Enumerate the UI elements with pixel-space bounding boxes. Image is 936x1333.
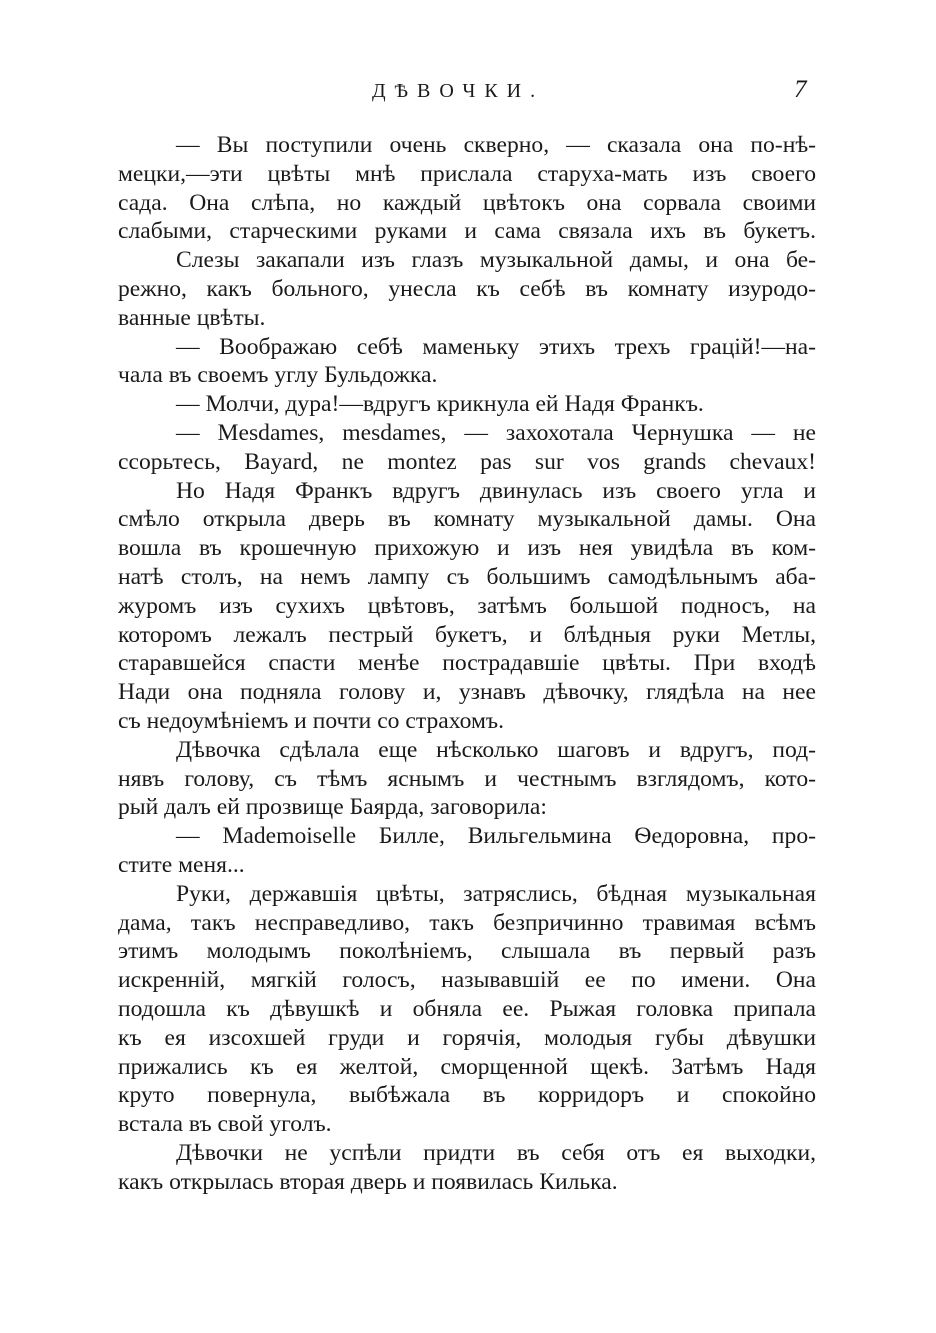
paragraph-2	[118, 246, 816, 332]
paragraph-1	[118, 131, 816, 246]
running-head-title: ДѢВОЧКИ.	[372, 80, 545, 102]
text-line: прижались къ ея желтой, сморщенной щекѣ. Затѣмъ Надя	[118, 1053, 816, 1080]
text-line: искренній, мягкій голосъ, называвшій ее по имени. Она	[118, 967, 816, 994]
text-line: ссорьтесь, Bayard, ne montez pas sur vos grands chevaux!	[118, 448, 816, 475]
text-line: этимъ молодымъ поколѣніемъ, слышала въ первый разъ	[118, 938, 816, 965]
text-line: Но Надя Франкъ вдругъ двинулась изъ своего угла и	[176, 477, 816, 504]
text-line: стите меня...	[118, 851, 245, 878]
text-line: старавшейся спасти менѣе пострадавшіе цвѣты. При входѣ	[118, 650, 816, 677]
paragraph-3	[118, 333, 816, 391]
text-line: съ недоумѣніемъ и почти со страхомъ.	[118, 707, 504, 734]
text-line: чала въ своемъ углу Бульдожка.	[118, 362, 438, 389]
text-line: дама, такъ несправедливо, такъ безпричинно травимая всѣмъ	[118, 909, 816, 936]
text-line: — Mesdames, mesdames, — захохотала Чернушка — не	[176, 419, 816, 446]
text-line: журомъ изъ сухихъ цвѣтовъ, затѣмъ большой подносъ, на	[118, 592, 816, 619]
text-line: вошла въ крошечную прихожую и изъ нея увидѣла въ ком-	[118, 535, 816, 562]
text-line: рый далъ ей прозвище Баярда, заговорила:	[118, 794, 547, 821]
text-line: сада. Она слѣпа, но каждый цвѣтокъ она сорвала своими	[118, 189, 816, 216]
text-line: какъ открылась вторая дверь и появилась Килька.	[118, 1168, 618, 1195]
text-line: Нади она подняла голову и, узнавъ дѣвочку, глядѣла на нее	[118, 679, 816, 706]
text-line: — Mademoiselle Билле, Вильгельмина Ѳедоровна, про-	[176, 823, 816, 850]
text-line: Дѣвочка сдѣлала еще нѣсколько шаговъ и вдругъ, под-	[176, 736, 816, 763]
text-line: круто повернула, выбѣжала въ корридоръ и спокойно	[118, 1082, 816, 1109]
text-line: къ ея изсохшей груди и горячія, молодыя губы дѣвушки	[118, 1024, 816, 1051]
text-line: смѣло открыла дверь въ комнату музыкальной дамы. Она	[118, 506, 816, 533]
paragraph-10	[118, 1139, 816, 1197]
paragraph-5	[118, 419, 816, 477]
text-line: натѣ столъ, на немъ лампу съ большимъ самодѣльнымъ аба-	[118, 563, 816, 590]
paragraph-8	[118, 822, 816, 880]
text-line: ванные цвѣты.	[118, 304, 266, 331]
text-line: Дѣвочки не успѣли придти въ себя отъ ея выходки,	[176, 1139, 816, 1166]
text-line: Руки, державшія цвѣты, затряслись, бѣдная музыкальная	[176, 880, 816, 907]
text-line: встала въ свой уголъ.	[118, 1111, 332, 1138]
paragraph-6	[118, 477, 816, 736]
text-line: — Молчи, дура!—вдругъ крикнула ей Надя Франкъ.	[176, 391, 704, 418]
paragraph-9	[118, 880, 816, 1139]
text-line: слабыми, старческими руками и сама связала ихъ въ букетъ.	[118, 218, 816, 245]
text-line: — Воображаю себѣ маменьку этихъ трехъ грацій!—на-	[176, 333, 816, 360]
text-line: которомъ лежалъ пестрый букетъ, и блѣдныя руки Метлы,	[118, 621, 816, 648]
paragraph-7	[118, 736, 816, 822]
page-number: 7	[794, 76, 807, 103]
paragraph-4	[118, 390, 816, 419]
text-line: подошла къ дѣвушкѣ и обняла ее. Рыжая головка припала	[118, 995, 816, 1022]
text-line: режно, какъ больного, унесла къ себѣ въ комнату изуродо-	[118, 275, 816, 302]
text-line: мецки,—эти цвѣты мнѣ прислала старуха-мать изъ своего	[118, 160, 816, 187]
text-line: нявъ голову, съ тѣмъ яснымъ и честнымъ взглядомъ, кото-	[118, 765, 816, 792]
text-line: — Вы поступили очень скверно, — сказала она по-нѣ-	[176, 132, 816, 158]
text-line: Слезы закапали изъ глазъ музыкальной дамы, и она бе-	[176, 247, 816, 274]
body-text	[118, 131, 816, 1196]
